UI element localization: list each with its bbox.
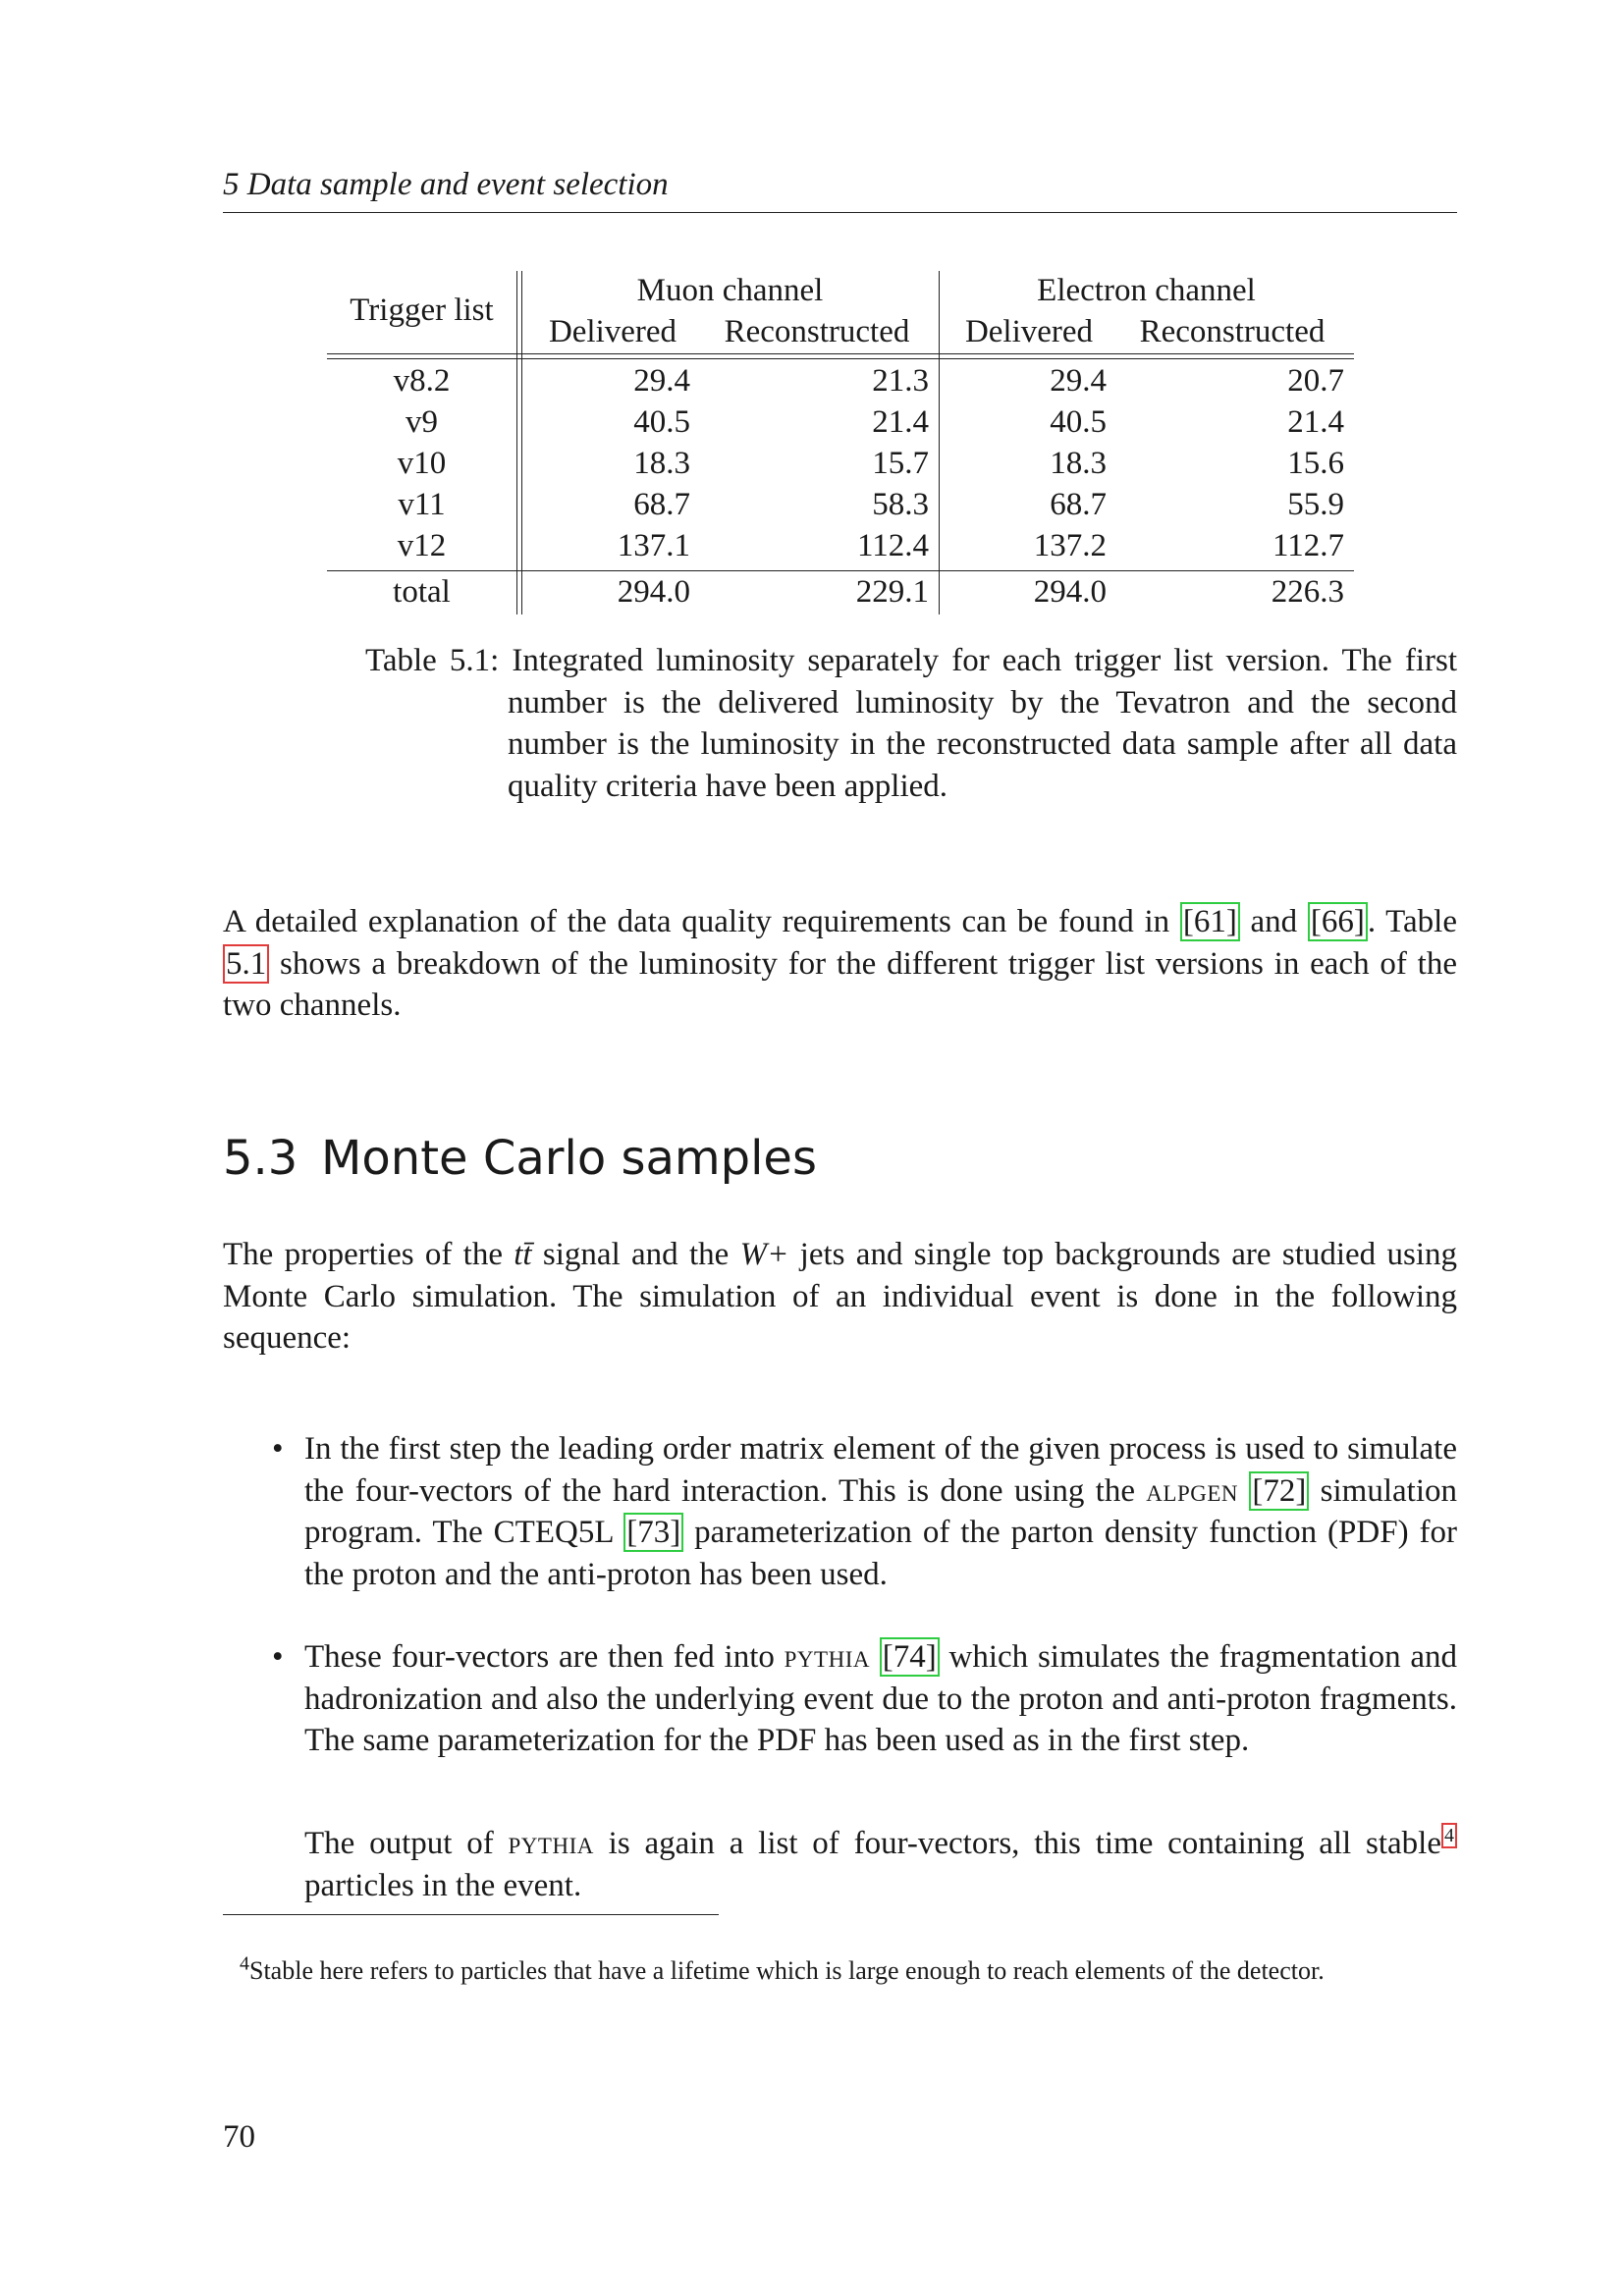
para2-text-b: signal and the [531,1237,740,1272]
para1-text-d: Table [1385,904,1457,939]
luminosity-table [327,271,1354,614]
total-electron-delivered: 294.0 [1033,574,1107,610]
row-trigger: v10 [397,446,447,481]
b2c-text-b: is again a list of four-vectors, this time containing all stable [593,1826,1441,1861]
total-muon-delivered: 294.0 [617,574,690,610]
paragraph-data-quality [223,901,1457,1027]
caption-text: Integrated luminosity separately for each trigger list version. The first number is the delivered luminosity by the Tevatron and the second number is the luminosity in the reconstructed data sample after all data quality criteria have been applied. [508,643,1458,804]
table-ref-link[interactable]: 5.1 [223,944,269,984]
caption-label: Table 5.1: [365,643,500,678]
row-trigger: v11 [398,487,446,522]
para1-text-a: A detailed explanation of the data quality requirements can be found in [223,904,1180,939]
b1-text-d: parameterization of the parton density function (PDF) for the proton and the anti-proton has been used. [304,1515,1458,1592]
b2-text-c: which simulates the fragmentation and hadronization and also the underlying event due to the proton and anti-proton fragments. The same parameterization for the PDF has been used as in the first step. [304,1639,1457,1758]
section-title: Monte Carlo samples [321,1131,817,1186]
header-electron-delivered: Delivered [964,314,1094,349]
bullet-icon: • [272,1431,284,1467]
paragraph-mc-intro [223,1234,1457,1360]
running-head: 5 Data sample and event selection [223,167,669,202]
list-item [223,1428,1457,1595]
citation-link[interactable]: [66] [1308,902,1368,941]
row-muon-reconstructed: 58.3 [872,487,929,522]
table-double-rule-b [521,271,522,614]
row-electron-delivered: 68.7 [1050,487,1107,522]
para1-text-b: and [1239,904,1308,939]
total-label: total [393,574,451,610]
page-number: 70 [223,2119,255,2155]
row-electron-delivered: 40.5 [1050,404,1107,440]
citation-link[interactable]: [61] [1180,902,1240,941]
b1-text-a: In the first step the leading order matrix element of the given process is used to simulate the four-vectors of the hard interaction. This is done using the [304,1431,1457,1509]
footnote-rule [223,1914,719,1915]
row-electron-delivered: 18.3 [1050,446,1107,481]
row-muon-reconstructed: 15.7 [872,446,929,481]
header-rule [223,212,1457,213]
list-item-continuation [223,1823,1457,1906]
b2-text-b [870,1639,880,1675]
header-muon-channel: Muon channel [636,273,824,308]
table-caption [223,640,1457,807]
row-muon-delivered: 68.7 [633,487,690,522]
row-muon-reconstructed: 112.4 [856,528,929,563]
row-electron-reconstructed: 112.7 [1272,528,1344,563]
citation-link[interactable]: [72] [1249,1471,1309,1511]
table-header-rule-a [327,353,1354,354]
table-header-rule-b [327,358,1354,359]
header-muon-delivered: Delivered [548,314,677,349]
table-double-rule-a [516,271,517,614]
para2-text-c: jets and single top backgrounds are studied using Monte Carlo simulation. The simulation of an individual event is done in the following sequence: [223,1237,1457,1356]
table-channel-rule [939,271,940,614]
pythia-name: pythia [784,1639,870,1675]
table-total-rule [327,570,1354,571]
citation-link[interactable]: [74] [880,1637,940,1677]
row-electron-delivered: 137.2 [1033,528,1107,563]
row-muon-delivered: 40.5 [633,404,690,440]
b2c-text-a: The output of [304,1826,509,1861]
header-trigger-list: Trigger list [350,293,494,328]
row-electron-reconstructed: 21.4 [1287,404,1344,440]
b2c-text-c: particles in the event. [304,1867,582,1903]
para2-text-a: The properties of the [223,1237,514,1272]
header-electron-reconstructed: Reconstructed [1139,314,1326,349]
b1-text-b [1238,1473,1249,1509]
row-trigger: v9 [406,404,438,440]
alpgen-name: alpgen [1146,1472,1239,1509]
row-muon-delivered: 137.1 [617,528,690,563]
footnote-link[interactable]: 4 [1441,1823,1457,1848]
list-item [223,1636,1457,1762]
row-electron-reconstructed: 15.6 [1287,446,1344,481]
b1-text-c: simulation program. The CTEQ5L [304,1472,1457,1550]
row-electron-reconstructed: 55.9 [1287,487,1344,522]
row-electron-delivered: 29.4 [1050,363,1107,399]
row-muon-reconstructed: 21.4 [872,404,929,440]
section-number: 5.3 [223,1131,298,1186]
footnote [240,1953,1457,1989]
para1-text-c: . [1367,904,1377,939]
total-muon-reconstructed: 229.1 [855,574,929,610]
footnote-text: Stable here refers to particles that have a lifetime which is large enough to reach elements of the detector. [249,1956,1325,1985]
citation-link[interactable]: [73] [623,1513,683,1552]
total-electron-reconstructed: 226.3 [1271,574,1344,610]
para1-text-e: shows a breakdown of the luminosity for the different trigger list versions in each of the two channels. [223,945,1457,1023]
row-muon-delivered: 29.4 [633,363,690,399]
row-electron-reconstructed: 20.7 [1287,363,1344,399]
ttbar-symbol: tt̄ [514,1237,532,1272]
w-symbol: W+ [739,1237,789,1272]
footnote-mark: 4 [240,1952,249,1975]
row-muon-delivered: 18.3 [633,446,690,481]
pythia-name: pythia [508,1826,594,1861]
header-electron-channel: Electron channel [1037,273,1256,308]
header-muon-reconstructed: Reconstructed [724,314,910,349]
bullet-icon: • [272,1639,284,1675]
section-heading [223,1129,817,1188]
row-muon-reconstructed: 21.3 [872,363,929,399]
b2-text-a: These four-vectors are then fed into [304,1639,785,1675]
row-trigger: v12 [397,528,447,563]
row-trigger: v8.2 [393,363,451,399]
